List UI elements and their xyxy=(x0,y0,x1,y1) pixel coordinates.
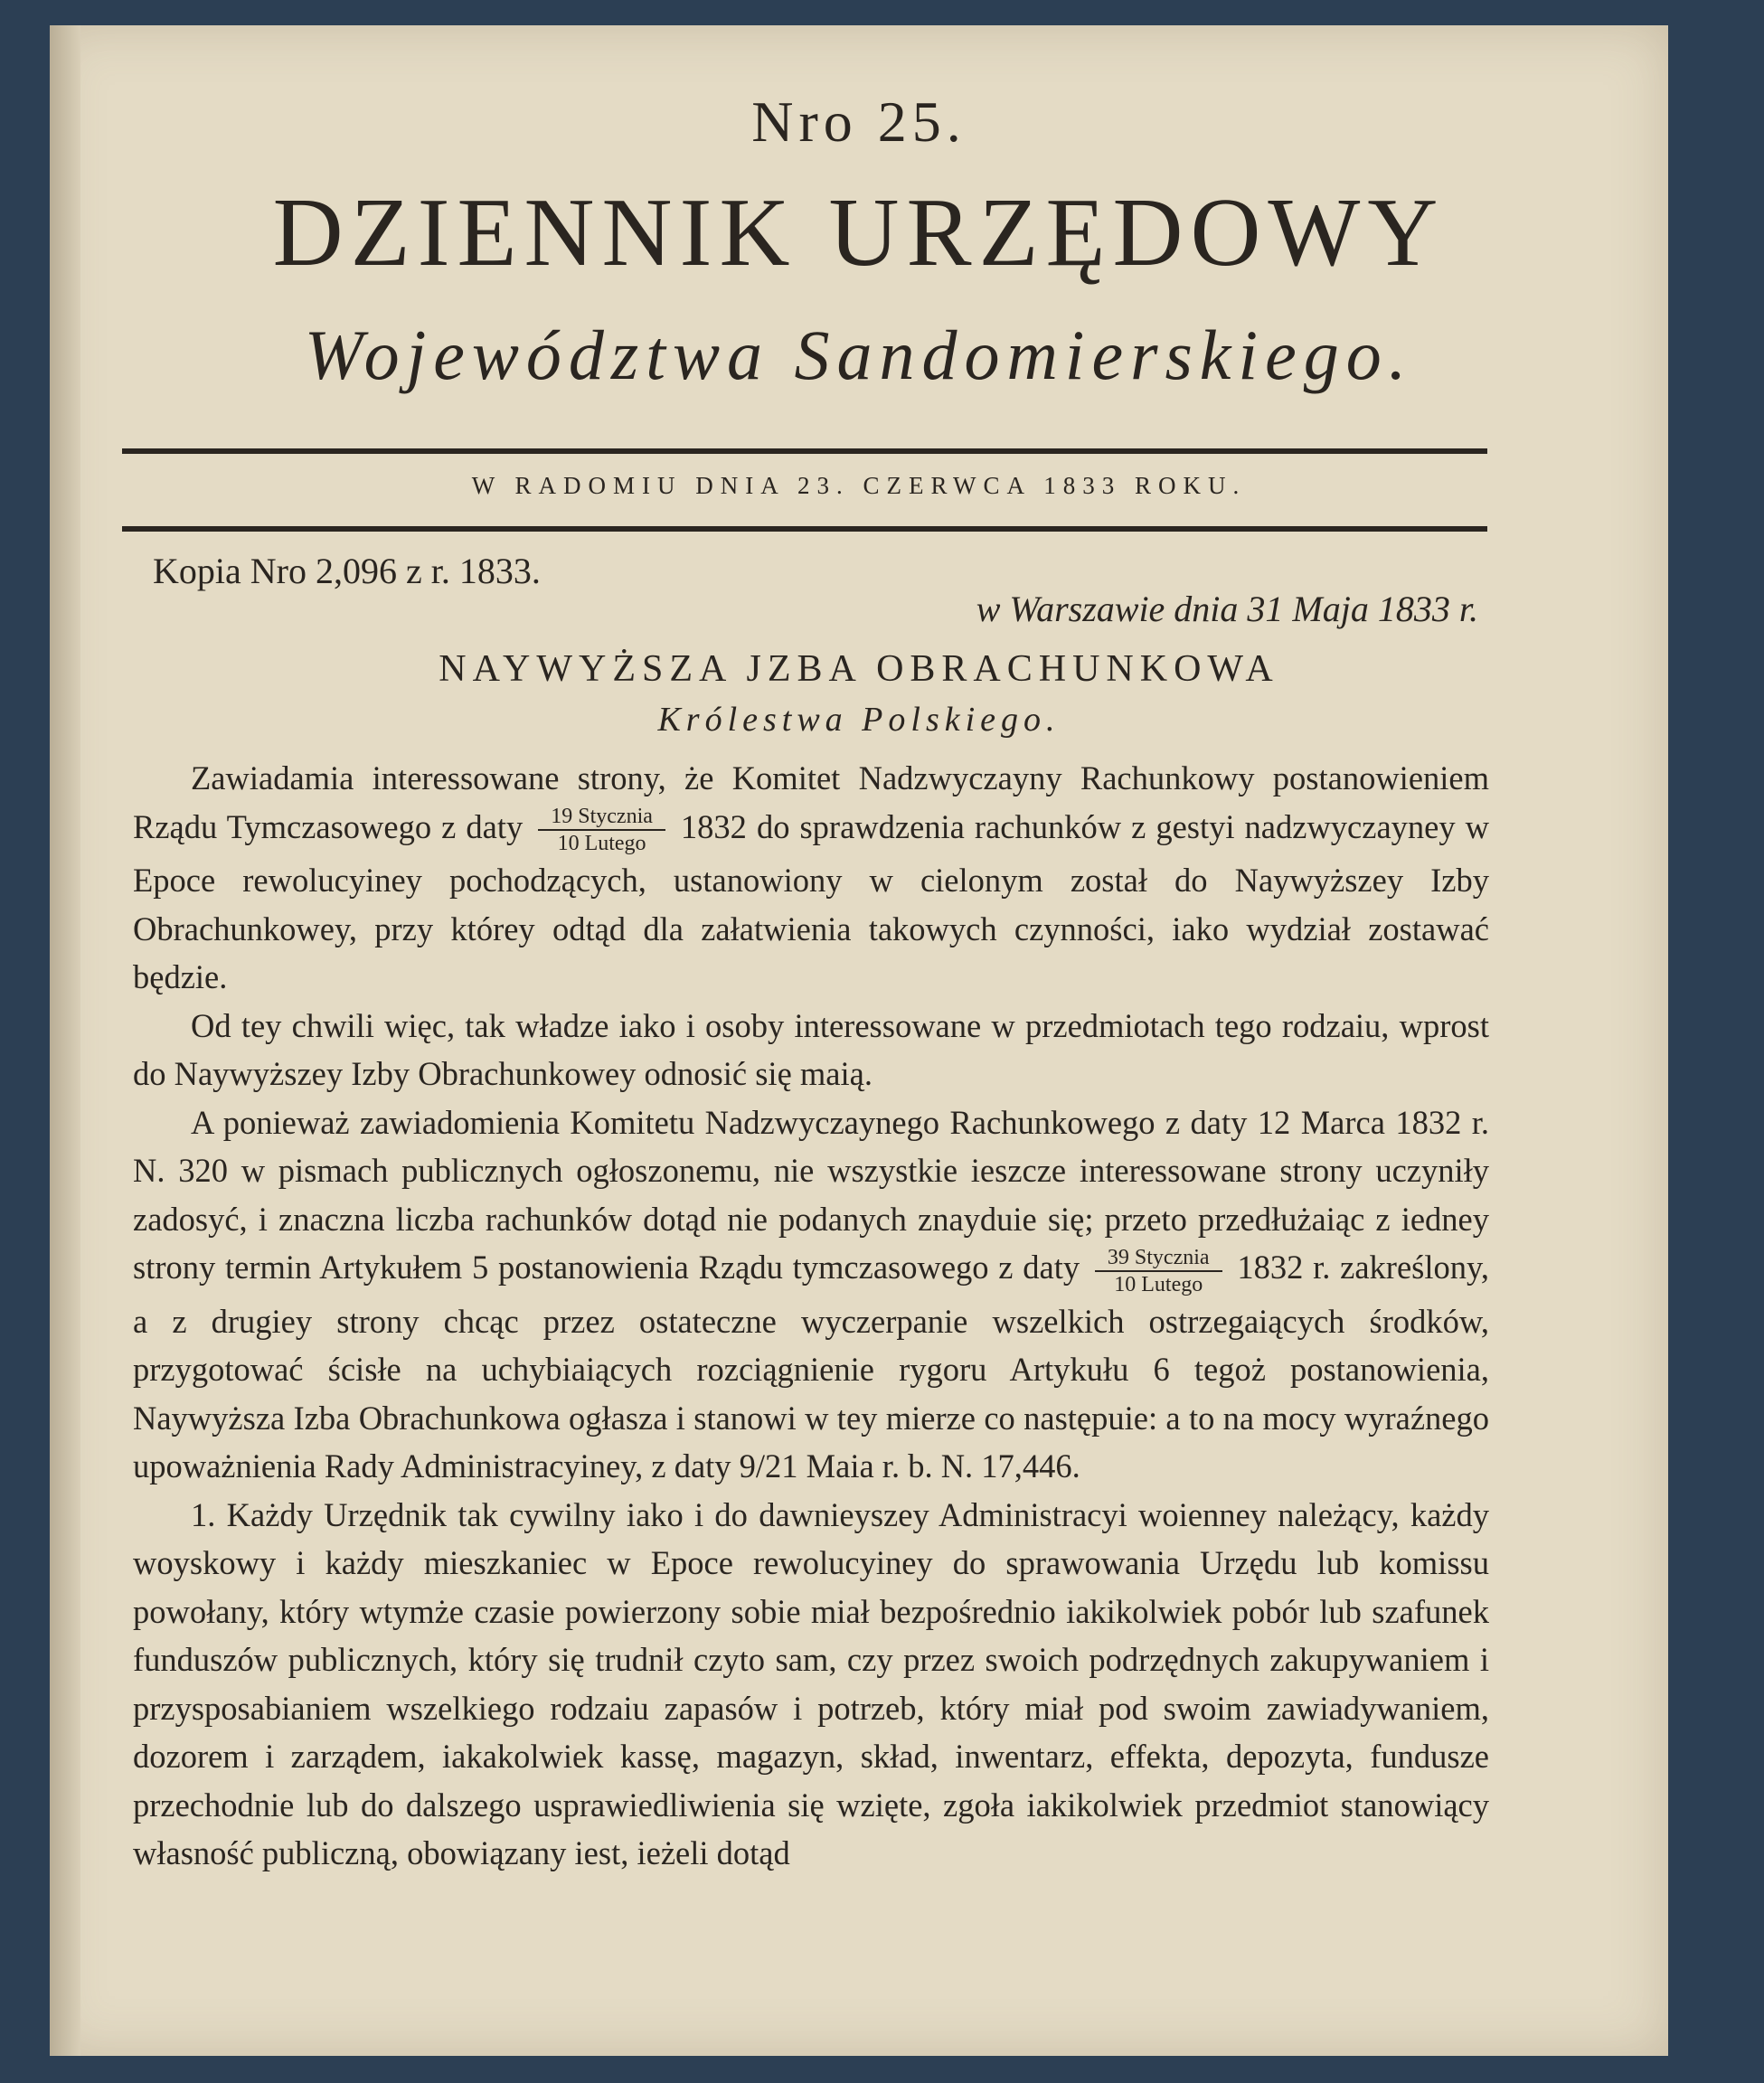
document-page xyxy=(50,25,1668,2056)
paragraph-4: 1. Każdy Urzędnik tak cywilny iako i do dawnieyszey Administracyi woienney należący, każdy woyskowy i każdy mieszkaniec w Epoce rewolucyiney do sprawowania Urzędu lub komissu powołany, który wtymże czasie powierzony sobie miał bezpośrednio iakikolwiek pobór lub szafunek funduszów publicznych, który się trudnił czyto sam, czy przez swoich podrzędnych zakupywaniem i przysposabianiem wszelkiego rodzaiu zapasów i potrzeb, który miał pod swoim zawiadywaniem, dozorem i zarządem, iakakolwiek kassę, magazyn, skład, inwentarz, effekta, depozyta, fundusze przechodnie lub do dalszego usprawiedliwienia się wzięte, zgoła iakikolwiek przedmiot stanowiący własność publiczną, obowiązany iest, ieżeli dotąd xyxy=(133,1495,1489,1872)
date-fraction-1-numerator: 19 Stycznia xyxy=(538,804,665,831)
issue-number: Nro 25. xyxy=(751,90,967,154)
document-body xyxy=(133,754,1489,1878)
date-fraction-1-denominator: 10 Lutego xyxy=(557,832,646,856)
paragraph-3-text-a: A ponieważ zawiadomienia Komitetu Nadzwyczaynego Rachunkowego z daty 12 Marca 1832 r. N. 320 w pismach publicznych ogłoszonemu, nie wszystkie ieszcze interessowane strony uczyniły zadosyć, i znaczna liczba rachunków dotąd nie podanych znayduie się; przeto przedłużaiąc z iedney strony termin Artykułem 5 postanowienia Rządu tymczasowego z daty xyxy=(133,1103,1489,1287)
header-rule-bottom xyxy=(122,526,1487,532)
date-fraction-2-numerator: 39 Stycznia xyxy=(1095,1245,1222,1272)
paragraph-3-text-b: 1832 r. zakreślony, a z drugiey strony chcąc przez ostateczne wyczerpanie wszelkich ostrzegaiących środków, przygotować ścisłe na uchybiaiących rozciągnienie rygoru Artykułu 6 tegoż postanowienia, Naywyższa Izba Obrachunkowa ogłasza i stanowi w tey mierze co następuie: a to na mocy wyraźnego upoważnienia Rady Administracyiney, z daty 9/21 Maia r. b. N. 17,446. xyxy=(133,1249,1489,1485)
dateline: W RADOMIU DNIA 23. CZERWCA 1833 ROKU. xyxy=(471,472,1247,499)
date-fraction-2-denominator: 10 Lutego xyxy=(1114,1272,1203,1296)
place-date: w Warszawie dnia 31 Maja 1833 r. xyxy=(976,589,1478,629)
issuing-authority: NAYWYŻSZA JZBA OBRACHUNKOWA xyxy=(439,648,1279,690)
header-rule-top xyxy=(122,448,1487,454)
paragraph-2: Od tey chwili więc, tak władze iako i osoby interessowane w przedmiotach tego rodzaiu, wprost do Naywyższey Izby Obrachunkowey odnosić się maią. xyxy=(133,1006,1489,1093)
paragraph-1 xyxy=(133,754,1489,1002)
paragraph-3 xyxy=(133,1098,1489,1491)
journal-title: DZIENNIK URZĘDOWY xyxy=(272,179,1446,287)
journal-subtitle: Województwa Sandomierskiego. xyxy=(304,316,1414,394)
copy-reference: Kopia Nro 2,096 z r. 1833. xyxy=(153,551,541,591)
date-fraction-1 xyxy=(538,804,665,856)
date-fraction-2 xyxy=(1095,1245,1222,1297)
paragraph-1-text-b: 1832 do sprawdzenia rachunków z gestyi nadzwyczayney w Epoce rewolucyiney pochodzących, ustanowiony w cielonym został do Naywyższey Izby Obrachunkowey, przy którey odtąd dla załatwienia takowych czynności, iako wydział zostawać będzie. xyxy=(133,807,1489,996)
issuing-authority-subtitle: Królestwa Polskiego. xyxy=(657,701,1061,739)
paragraph-1-text-a: Zawiadamia interessowane strony, że Komitet Nadzwyczayny Rachunkowy postanowieniem Rządu Tymczasowego z daty xyxy=(133,759,1489,845)
